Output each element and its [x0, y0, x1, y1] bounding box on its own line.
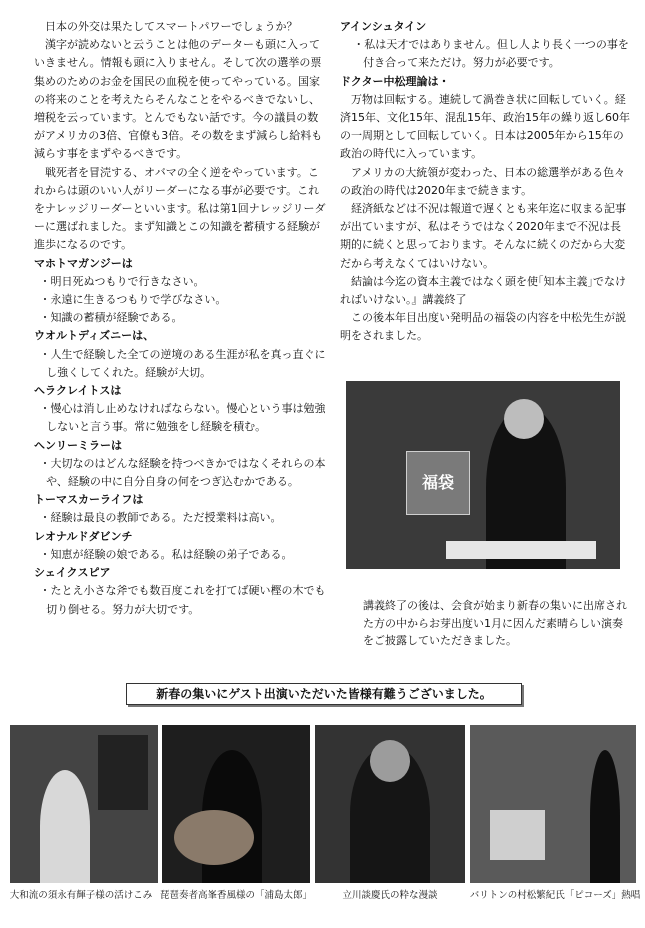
- photo-ikebana: [10, 725, 158, 883]
- section-heading: トーマスカーライフは: [34, 493, 144, 507]
- photo-caption: 琵琶奏者高峯香風様の「浦島太郎」: [160, 890, 313, 901]
- section-heading: ヘラクレイトスは: [34, 384, 122, 398]
- performer-head: [370, 740, 410, 782]
- fukubukuro-bag: 福袋: [406, 451, 470, 515]
- performer-figure: [40, 770, 90, 883]
- left-column: [34, 18, 326, 619]
- paragraph: この後本年目出度い発明品の福袋の内容を中松先生が説明をされました。: [340, 311, 626, 343]
- quote-item: ・明日死ぬつもりで行きなさい。: [39, 274, 205, 288]
- quote-item: ・知恵が経験の娘である。私は経験の弟子である。: [39, 547, 293, 561]
- paragraph: 万物は回転する。連続して渦巻き状に回転していく。経済15年、文化15年、混乱15年、政治15年の繰り返し60年の一周期として回転していく。日本は2005年から15年の政治の時代に入っています。: [340, 92, 630, 161]
- photo-caption: 立川談慶氏の粋な漫談: [342, 890, 438, 901]
- speaker-head: [504, 399, 544, 439]
- flower-arrangement: [98, 735, 148, 810]
- quote-item: ・私は天才ではありません。但し人より長く一つの事を付き合って来ただけ。努力が必要です。: [353, 38, 629, 70]
- lecture-photo: [346, 381, 620, 569]
- paragraph: 戦死者を冒涜する、オバマの全く逆をやっています。これからは頭のいい人がリーダーになる事が必要です。これをナレッジリーダーといいます。私は第1回ナレッジリーダーに選ばれました。まず知識とこの知識を蓄積する経験が進歩になるのです。: [34, 165, 326, 252]
- photo-rakugo: [315, 725, 465, 883]
- lecture-caption: 講義終了の後は、会食が始まり新春の集いに出席された方の中からお芽出度い1月に因んだ素晴らしい演奏をご披露していただきました。: [363, 599, 627, 647]
- photo-biwa: [162, 725, 310, 883]
- paragraph: 漢字が読めないと云うことは他のデーターも頭に入っていきません。情報も頭に入りません。そして次の選挙の票集めのためのお金を国民の血税を使ってやっている。国家の将来のことを考えたらそんなことをやるべきでないし、増税を云っています。とんでもない話です。今の議員の数がアメリカの3倍、官僚も3倍。その数をまず減らし給料も減らす事をまずやるべきです。: [34, 38, 323, 161]
- section-heading: シェイクスピア: [34, 566, 111, 580]
- section-heading: レオナルドダビンチ: [34, 529, 133, 543]
- table-items: [446, 541, 596, 559]
- quote-item: ・経験は最良の教師である。ただ授業料は高い。: [39, 511, 282, 525]
- section-heading: ドクター中松理論は・: [340, 74, 450, 88]
- paragraph: アメリカの大統領が変わった、日本の総選挙がある色々の政治の時代は2020年まで続きます。: [340, 165, 626, 197]
- section-heading: ウオルトディズニーは、: [34, 329, 155, 343]
- quote-item: ・大切なのはどんな経験を持つべきかではなくそれらの本や、経験の中に自分自身の何をつぎ込むかである。: [39, 456, 326, 489]
- biwa-instrument: [174, 810, 254, 865]
- performer-figure: [590, 750, 620, 883]
- photo-caption: バリトンの村松繁紀氏「ピコーズ」熱唱: [469, 890, 641, 901]
- piano: [490, 810, 545, 860]
- section-heading: マホトマガンジーは: [34, 256, 133, 270]
- paragraph: 経済紙などは不況は報道で遅くとも来年迄に収まる記事が出ていますが、私はそうではなく2020年まで不況は長期的に続くと思っております。そんなに続くのだから大変だから考えなくてはいけない。: [340, 202, 626, 270]
- quote-item: ・知識の蓄積が経験である。: [39, 311, 183, 325]
- quote-item: ・永遠に生きるつもりで学びなさい。: [39, 293, 227, 307]
- paragraph: 結論は今迄の資本主義ではなく頭を使｢知本主義｣でなければいけない。』講義終了: [340, 274, 626, 307]
- right-column: [340, 18, 630, 346]
- quote-item: ・人生で経験した全ての逆境のある生涯が私を真っ直ぐにし強くしてくれた。経験が大切。: [39, 347, 326, 379]
- thanks-banner: 新春の集いにゲスト出演いただいた皆様有難うございました。: [126, 683, 522, 705]
- photo-caption: 大和流の須永有輝子様の活けこみ: [9, 890, 153, 901]
- section-heading: アインシュタイン: [340, 20, 427, 33]
- section-heading: ヘンリーミラーは: [34, 438, 122, 452]
- photo-baritone: [470, 725, 636, 883]
- quote-item: ・慢心は消し止めなければならない。慢心という事は勉強しないと言う事。常に勉強をし経験を積む。: [39, 402, 326, 434]
- quote-item: ・たとえ小さな斧でも数百度これを打てば硬い樫の木でも切り倒せる。努力が大切です。: [39, 584, 326, 616]
- paragraph: 日本の外交は果たしてスマートパワーでしょうか？: [45, 20, 298, 33]
